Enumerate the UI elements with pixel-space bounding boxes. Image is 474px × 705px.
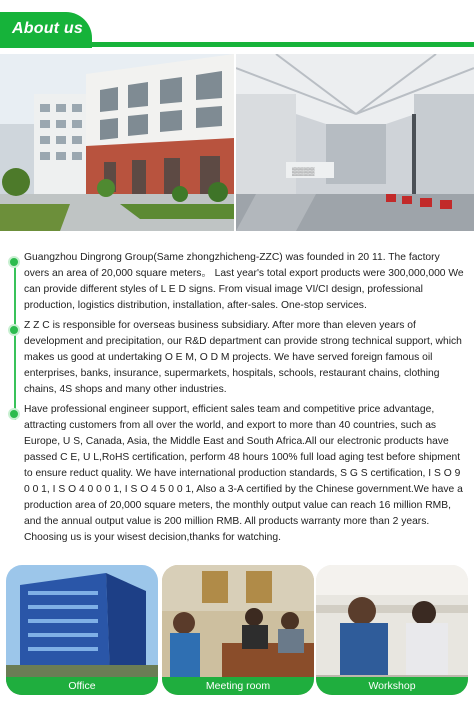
workshop-photo bbox=[316, 565, 468, 695]
paragraph-subsidiary: Z Z C is responsible for overseas business subsidiary. After more than eleven years of development and precipitation, our R&D department can provide strong technical support, which makes us good at undertaking O E M, O D M projects. We have served foreign famous oil enterprises, banks, insurance, supermarkets, hospitals, schools, restaurant chains, clothing chains, 4S shops and many other industries. bbox=[24, 320, 462, 395]
header-divider bbox=[92, 42, 474, 47]
timeline-line bbox=[14, 260, 16, 420]
paragraph-advantages: Have professional engineer support, efficient sales team and competitive price advantage, attracting customers from all over the world, and export to more than 40 countries, such as Europe, U S, Canada, Asia, the Middle East and South Africa.All our electronic products have passed C E, U L,RoHS certification, perform 48 hours 100% full load aging test before shipment to ensure reduct quality. We have international production standards, S G S certification, I S O 9 0 0 1, I S O 4 0 0 0 1, I S O 4 5 0 0 1, Also a 3-A certified by the Chinese government.We have a production area of 20,000 square meters, the monthly output value can reach 16 million RMB, and the annual output value is 200 million RMB. All products warranty more than 2 years. Choosing us is your wisest decision,thanks for watching. bbox=[24, 404, 463, 543]
bullet-dot bbox=[8, 324, 20, 336]
paragraph-company-intro: Guangzhou Dingrong Group(Same zhongzhicheng-ZZC) was founded in 20 11. The factory overs an area of 20,000 square meters。 Last year's total export products were 300,000,000 We can provide different styles of L E D signs. From visual image VI/CI design, professional production, logistics distribution, installation, after-sales. One-stop services. bbox=[24, 252, 464, 311]
section-title: About us bbox=[12, 20, 83, 37]
bullet-dot bbox=[8, 408, 20, 420]
photo-caption: Meeting room bbox=[162, 677, 314, 695]
meeting-room-photo bbox=[162, 565, 314, 695]
section-header bbox=[0, 0, 474, 52]
office-photo bbox=[6, 565, 158, 695]
lobby-interior-photo bbox=[236, 54, 474, 231]
photo-caption: Workshop bbox=[316, 677, 468, 695]
bullet-dot bbox=[8, 256, 20, 268]
svg-text:▒▒▒▒: ▒▒▒▒ bbox=[292, 167, 315, 176]
photo-caption: Office bbox=[6, 677, 158, 695]
building-exterior-photo bbox=[0, 54, 234, 231]
